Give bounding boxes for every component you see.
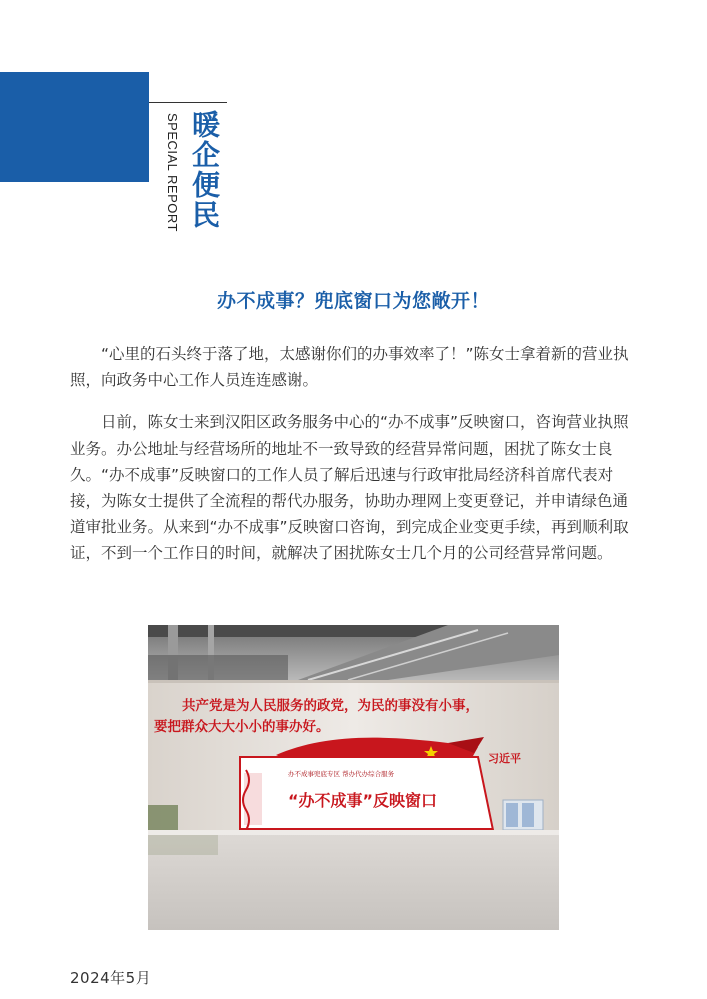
photo-scene bbox=[148, 625, 559, 930]
article-headline: 办不成事？兜底窗口为您敞开！ bbox=[216, 290, 490, 312]
article-photo bbox=[148, 625, 559, 930]
header-blue-block bbox=[0, 72, 149, 182]
wall-slogan-line-1: 共产党是为人民服务的政党，为民的事没有小事， bbox=[182, 698, 479, 714]
article-body bbox=[70, 341, 638, 583]
header-rule bbox=[149, 102, 227, 103]
column-title: 暖企便民 bbox=[188, 110, 221, 230]
wall-signature: 习近平 bbox=[488, 752, 521, 765]
paragraph-2: 日前，陈女士来到汉阳区政务服务中心的“办不成事”反映窗口，咨询营业执照业务。办公地址与经营场所的地址不一致导致的经营异常问题，困扰了陈女士良久。“办不成事”反映窗口的工作人员了解后迅速与行政审批局经济科首席代表对接，为陈女士提供了全流程的帮代办服务，协助办理网上变更登记，并申请绿色通道审批业务。从来到“办不成事”反映窗口咨询，到完成企业变更手续，再到顺利取证，不到一个工作日的时间，就解决了困扰陈女士几个月的公司经营异常问题。 bbox=[70, 413, 629, 563]
paragraph-1: “心里的石头终于落了地，太感谢你们的办事效率了！”陈女士拿着新的营业执照，向政务中心工作人员连连感谢。 bbox=[70, 345, 629, 390]
column-subtitle: SPECIAL REPORT bbox=[165, 113, 180, 232]
wall-slogan-line-2: 要把群众大大小小的事办好。 bbox=[154, 719, 330, 735]
sign-main-text: “办不成事”反映窗口 bbox=[288, 791, 438, 810]
footer-date: 2024年5月 bbox=[70, 969, 152, 987]
sign-small-text: 办不成事兜底专区 帮办代办综合服务 bbox=[288, 770, 395, 778]
